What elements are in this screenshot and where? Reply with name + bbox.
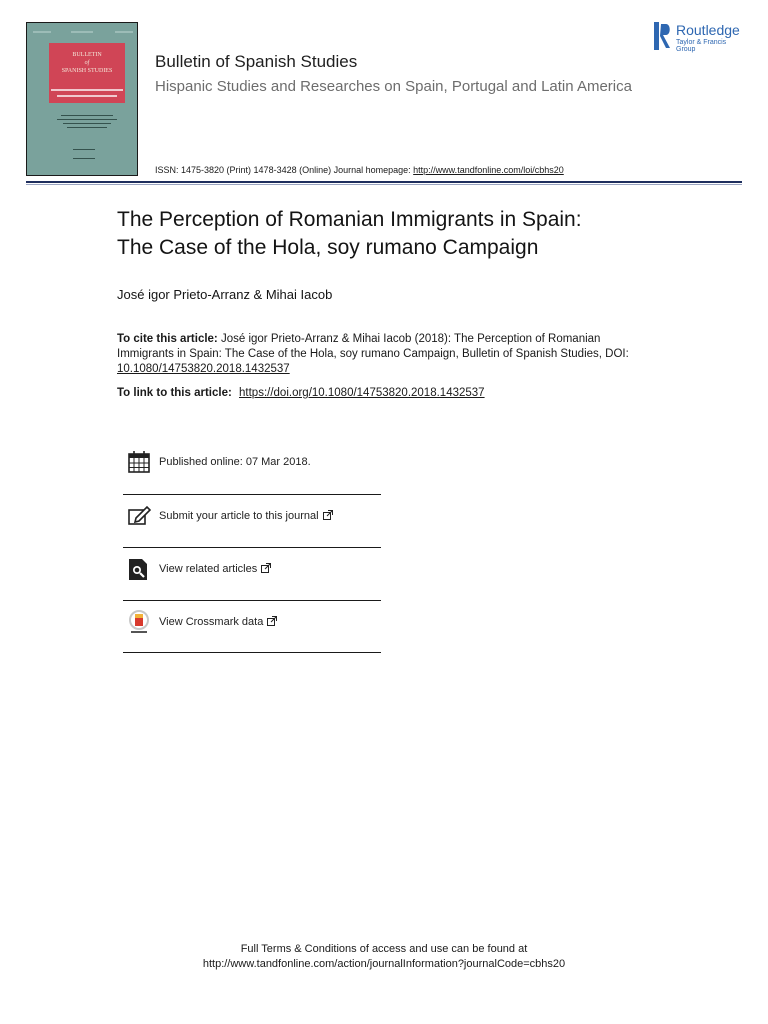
issn-text: ISSN: 1475-3820 (Print) 1478-3428 (Online) Journal homepage: [155,165,411,175]
article-authors: José igor Prieto-Arranz & Mihai Iacob [117,287,333,302]
publisher-logo[interactable] [654,22,746,52]
info-divider [123,652,381,653]
article-title-line: The Perception of Romanian Immigrants in Spain: [117,208,582,231]
journal-homepage-link[interactable]: http://www.tandfonline.com/loi/cbhs20 [413,165,564,175]
crossmark-label [159,616,277,628]
issn-line [155,165,564,175]
header-divider-secondary [26,184,742,185]
footer-terms-url[interactable]: http://www.tandfonline.com/action/journalInformation?journalCode=cbhs20 [202,958,566,970]
info-divider [123,494,381,495]
footer-terms-text: Full Terms & Conditions of access and use can be found at [240,943,528,955]
article-doi-link[interactable]: https://doi.org/10.1080/14753820.2018.1432537 [239,387,485,399]
article-title-line: The Case of the Hola, soy rumano Campaign [117,236,539,259]
edit-icon [127,504,151,528]
crossmark-icon [127,610,151,634]
cover-title-line: BULLETIN [72,52,102,58]
cover-title-line: of [84,60,90,66]
publisher-name: Routledge [676,22,740,38]
journal-cover-image [26,22,138,176]
search-document-icon [127,557,151,581]
related-articles-link[interactable] [123,549,381,601]
cover-decoration [61,115,113,116]
publisher-group: Taylor & Francis Group [676,39,727,53]
crossmark-text: View Crossmark data [159,616,264,628]
article-link-line [117,387,485,399]
cover-decoration [71,31,93,33]
article-title [117,206,717,262]
published-online-label: Published online: 07 Mar 2018. [159,456,311,468]
submit-article-text: Submit your article to this journal [159,510,319,522]
cover-decoration [51,89,123,91]
crossmark-link[interactable] [123,602,381,654]
citation-doi-link[interactable]: 10.1080/14753820.2018.1432537 [117,363,290,375]
related-articles-label [159,563,271,575]
routledge-logo-icon [654,22,672,50]
article-link-label: To link to this article: [117,387,232,399]
citation-label: To cite this article: [117,333,218,345]
cover-decoration [33,31,51,33]
info-divider [123,600,381,601]
cover-decoration [57,95,117,97]
info-divider [123,547,381,548]
related-articles-text: View related articles [159,563,258,575]
external-link-icon [261,563,271,573]
calendar-icon [127,450,151,474]
cover-decoration [115,31,133,33]
cover-decoration [63,123,111,124]
published-online-row [123,442,381,494]
submit-article-link[interactable] [123,496,381,548]
cover-title-line: SPANISH STUDIES [61,68,113,74]
external-link-icon [323,510,333,520]
cover-title [49,51,125,75]
external-link-icon [267,616,277,626]
header-divider [26,181,742,183]
cover-publisher-logo [73,149,95,159]
footer [0,942,768,972]
citation-text: José igor Prieto-Arranz & Mihai Iacob (2018): The Perception of Romanian Immigrants in Spain: The Case of the Hola, soy rumano Campaign, Bulletin of Spanish Studies, DOI: [117,333,629,360]
journal-title: Bulletin of Spanish Studies [155,52,358,71]
journal-subtitle: Hispanic Studies and Researches on Spain, Portugal and Latin America [155,78,632,95]
cover-decoration [57,119,117,120]
submit-article-label [159,510,333,522]
citation-block [117,332,657,377]
cover-decoration [67,127,107,128]
